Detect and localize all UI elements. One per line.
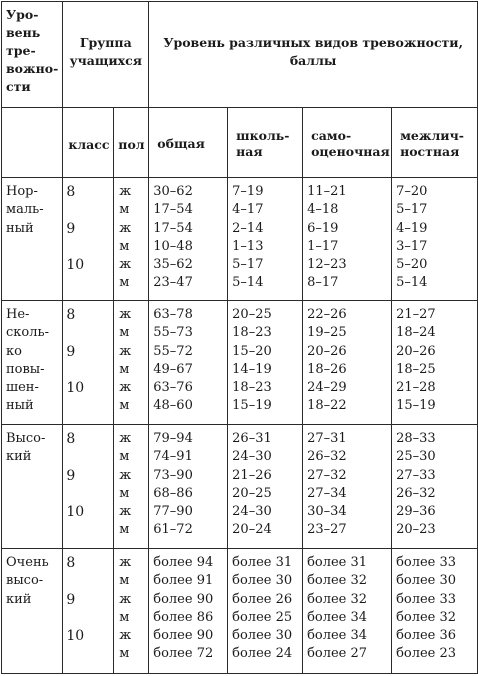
- self-esteem-score: 22–26: [307, 307, 347, 322]
- class-value: [63, 645, 113, 663]
- interpersonal-score: более 32: [396, 609, 457, 625]
- general-score: более 90: [153, 591, 214, 607]
- general-anxiety-cell: [149, 301, 228, 425]
- interpersonal-score: 5–14: [396, 275, 428, 291]
- school-score: 2–14: [232, 220, 264, 236]
- class-cell: [63, 301, 114, 425]
- interpersonal-anxiety-cell: [392, 549, 478, 674]
- self-esteem-score: 18–26: [307, 361, 347, 377]
- self-esteem-score: 30–34: [307, 504, 347, 520]
- general-score: 48–60: [153, 398, 193, 414]
- interpersonal-score: 4–19: [396, 220, 428, 236]
- general-score: 74–91: [153, 449, 193, 465]
- sex-value: ж: [119, 184, 132, 199]
- header-level: Уро- вень тре- вожно- сти: [2, 2, 63, 108]
- sex-value: м: [119, 522, 130, 538]
- school-score: более 30: [232, 628, 293, 644]
- general-anxiety-cell: [149, 425, 228, 549]
- class-value: 9: [66, 343, 76, 360]
- anxiety-level-label: Нор- маль- ный: [2, 178, 63, 301]
- sex-value: ж: [119, 628, 132, 644]
- school-score: 26–31: [232, 431, 272, 446]
- header-anxiety-levels: Уровень различных видов тревожности, баллы: [149, 2, 478, 108]
- class-value: 9: [66, 220, 76, 237]
- interpersonal-score: 20–23: [396, 522, 436, 538]
- school-score: 24–30: [232, 449, 272, 465]
- level-row: [2, 301, 478, 425]
- self-esteem-score: более 27: [307, 646, 368, 662]
- self-esteem-score: более 34: [307, 628, 368, 644]
- class-value: [63, 572, 113, 590]
- school-score: 1–13: [232, 238, 264, 254]
- sex-cell: [114, 549, 149, 674]
- class-value: 10: [66, 628, 85, 645]
- school-score: 4–17: [232, 202, 264, 218]
- interpersonal-score: 5–17: [396, 202, 428, 218]
- general-score: 55–72: [153, 343, 193, 359]
- school-anxiety-cell: [228, 549, 303, 674]
- general-score: 35–62: [153, 257, 193, 273]
- interpersonal-score: 28–33: [396, 431, 436, 446]
- interpersonal-score: более 36: [396, 628, 457, 644]
- header-row: [2, 2, 478, 108]
- class-value: 8: [66, 431, 76, 447]
- sex-value: ж: [119, 591, 132, 607]
- class-value: [63, 201, 113, 219]
- general-score: 73–90: [153, 467, 193, 483]
- interpersonal-score: 5–20: [396, 257, 428, 273]
- self-esteem-score: более 32: [307, 573, 368, 589]
- anxiety-level-label: Очень высо- кий: [2, 549, 63, 674]
- class-value: [63, 521, 113, 539]
- sex-value: ж: [119, 467, 132, 483]
- self-esteem-score: 24–29: [307, 380, 347, 396]
- sex-value: м: [119, 361, 130, 377]
- class-value: 9: [66, 467, 76, 484]
- interpersonal-score: более 30: [396, 573, 457, 589]
- sex-value: ж: [119, 431, 132, 446]
- interpersonal-score: 21–27: [396, 307, 436, 322]
- subheader-school: школь- ная: [228, 108, 303, 178]
- school-score: 20–25: [232, 485, 272, 501]
- anxiety-level-label: Высо- кий: [2, 425, 63, 549]
- interpersonal-score: 7–20: [396, 184, 428, 199]
- school-score: 20–24: [232, 522, 272, 538]
- general-score: 55–73: [153, 325, 193, 341]
- sex-value: м: [119, 485, 130, 501]
- class-value: 10: [66, 380, 85, 397]
- general-score: 49–67: [153, 361, 193, 377]
- sex-cell: [114, 301, 149, 425]
- self-esteem-score: 26–32: [307, 449, 347, 465]
- self-esteem-score: 19–25: [307, 325, 347, 341]
- interpersonal-anxiety-cell: [392, 425, 478, 549]
- subheader-row: [2, 108, 478, 178]
- class-value: 9: [66, 591, 76, 608]
- general-score: 68–86: [153, 485, 193, 501]
- school-score: 5–17: [232, 257, 264, 273]
- sex-value: ж: [119, 257, 132, 273]
- subheader-class: класс: [63, 108, 114, 178]
- school-score: более 24: [232, 646, 293, 662]
- sex-value: ж: [119, 504, 132, 520]
- subheader-self-esteem: само- оценочная: [303, 108, 392, 178]
- subheader-general: общая: [149, 108, 228, 178]
- general-score: 17–54: [153, 202, 193, 218]
- interpersonal-score: 18–24: [396, 325, 436, 341]
- class-value: [63, 238, 113, 256]
- general-score: 63–78: [153, 307, 193, 322]
- sex-cell: [114, 178, 149, 301]
- subheader-empty-cell: [2, 108, 63, 178]
- school-score: 18–23: [232, 325, 272, 341]
- interpersonal-score: 26–32: [396, 485, 436, 501]
- interpersonal-score: 20–26: [396, 343, 436, 359]
- sex-value: м: [119, 449, 130, 465]
- self-esteem-score: 18–22: [307, 398, 347, 414]
- sex-value: м: [119, 238, 130, 254]
- interpersonal-score: более 23: [396, 646, 457, 662]
- self-esteem-score: 27–32: [307, 467, 347, 483]
- class-value: [63, 397, 113, 415]
- class-cell: [63, 549, 114, 674]
- class-value: [63, 609, 113, 627]
- general-anxiety-cell: [149, 549, 228, 674]
- sex-value: ж: [119, 220, 132, 236]
- school-score: 5–14: [232, 275, 264, 291]
- sex-value: м: [119, 275, 130, 291]
- class-value: 10: [66, 257, 85, 274]
- self-esteem-anxiety-cell: [303, 178, 392, 301]
- general-score: 77–90: [153, 504, 193, 520]
- school-score: 15–20: [232, 343, 272, 359]
- class-cell: [63, 178, 114, 301]
- general-score: 17–54: [153, 220, 193, 236]
- header-student-group: Группа учащихся: [63, 2, 149, 108]
- school-score: 21–26: [232, 467, 272, 483]
- self-esteem-score: 8–17: [307, 275, 339, 291]
- self-esteem-score: 11–21: [307, 184, 347, 199]
- level-row: [2, 178, 478, 301]
- interpersonal-score: 18–25: [396, 361, 436, 377]
- sex-value: м: [119, 646, 130, 662]
- general-anxiety-cell: [149, 178, 228, 301]
- interpersonal-score: 27–33: [396, 467, 436, 483]
- level-row: [2, 425, 478, 549]
- sex-value: м: [119, 202, 130, 218]
- self-esteem-score: более 32: [307, 591, 368, 607]
- school-score: более 30: [232, 573, 293, 589]
- school-anxiety-cell: [228, 178, 303, 301]
- self-esteem-score: 12–23: [307, 257, 347, 273]
- class-cell: [63, 425, 114, 549]
- school-score: более 25: [232, 609, 293, 625]
- class-value: [63, 274, 113, 292]
- level-row: [2, 549, 478, 674]
- general-score: более 90: [153, 628, 214, 644]
- sex-cell: [114, 425, 149, 549]
- general-score: более 86: [153, 609, 214, 625]
- class-value: 8: [66, 307, 76, 323]
- general-score: более 91: [153, 573, 214, 589]
- self-esteem-anxiety-cell: [303, 549, 392, 674]
- self-esteem-score: 1–17: [307, 238, 339, 254]
- interpersonal-score: 29–36: [396, 504, 436, 520]
- interpersonal-score: 21–28: [396, 380, 436, 396]
- general-score: 23–47: [153, 275, 193, 291]
- school-score: более 31: [232, 555, 293, 570]
- sex-value: м: [119, 609, 130, 625]
- self-esteem-anxiety-cell: [303, 301, 392, 425]
- general-score: 30–62: [153, 184, 193, 199]
- sex-value: ж: [119, 307, 132, 322]
- interpersonal-score: 25–30: [396, 449, 436, 465]
- general-score: 63–76: [153, 380, 193, 396]
- interpersonal-score: 15–19: [396, 398, 436, 414]
- interpersonal-score: 3–17: [396, 238, 428, 254]
- self-esteem-score: 4–18: [307, 202, 339, 218]
- general-score: более 72: [153, 646, 214, 662]
- sex-value: м: [119, 573, 130, 589]
- school-score: 15–19: [232, 398, 272, 414]
- interpersonal-anxiety-cell: [392, 178, 478, 301]
- interpersonal-score: более 33: [396, 555, 457, 570]
- interpersonal-score: более 33: [396, 591, 457, 607]
- self-esteem-anxiety-cell: [303, 425, 392, 549]
- class-value: [63, 324, 113, 342]
- school-score: 18–23: [232, 380, 272, 396]
- subheader-sex: пол: [114, 108, 149, 178]
- sex-value: ж: [119, 343, 132, 359]
- self-esteem-score: 20–26: [307, 343, 347, 359]
- sex-value: м: [119, 398, 130, 414]
- self-esteem-score: более 31: [307, 555, 368, 570]
- school-score: 20–25: [232, 307, 272, 322]
- school-score: 7–19: [232, 184, 264, 199]
- school-anxiety-cell: [228, 425, 303, 549]
- class-value: [63, 361, 113, 379]
- self-esteem-score: 27–34: [307, 485, 347, 501]
- self-esteem-score: 27–31: [307, 431, 347, 446]
- general-score: 10–48: [153, 238, 193, 254]
- anxiety-level-label: Не- сколь- ко повы- шен- ный: [2, 301, 63, 425]
- class-value: 10: [66, 504, 85, 521]
- class-value: 8: [66, 184, 76, 200]
- general-score: более 94: [153, 555, 214, 570]
- interpersonal-anxiety-cell: [392, 301, 478, 425]
- school-score: более 26: [232, 591, 293, 607]
- school-anxiety-cell: [228, 301, 303, 425]
- class-value: [63, 448, 113, 466]
- school-score: 24–30: [232, 504, 272, 520]
- school-score: 14–19: [232, 361, 272, 377]
- class-value: [63, 485, 113, 503]
- self-esteem-score: 6–19: [307, 220, 339, 236]
- sex-value: м: [119, 325, 130, 341]
- class-value: 8: [66, 555, 76, 571]
- self-esteem-score: 23–27: [307, 522, 347, 538]
- general-score: 79–94: [153, 431, 193, 446]
- sex-value: ж: [119, 555, 132, 570]
- anxiety-levels-table: [1, 1, 478, 674]
- general-score: 61–72: [153, 522, 193, 538]
- self-esteem-score: более 34: [307, 609, 368, 625]
- sex-value: ж: [119, 380, 132, 396]
- subheader-interpersonal: межлич- ностная: [392, 108, 478, 178]
